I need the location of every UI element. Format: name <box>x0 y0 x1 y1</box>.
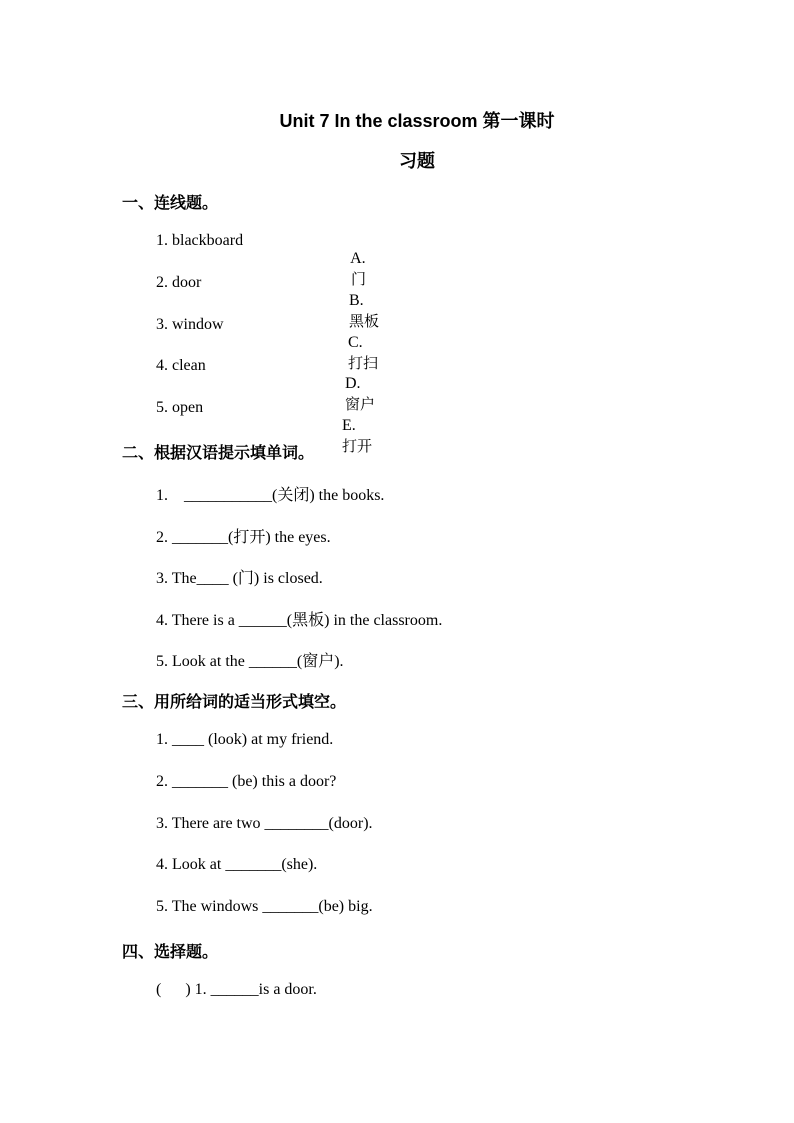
match-right-letter: C. <box>348 334 363 351</box>
match-right-item <box>334 399 372 456</box>
section-heading: 四、选择题。 <box>122 942 219 961</box>
page-title: Unit 7 In the classroom 第一课时 <box>279 111 555 131</box>
question-item: 5. The windows _______(be) big. <box>156 898 373 915</box>
match-right-letter: D. <box>345 375 361 392</box>
question-item: 4. There is a ______(黑板) in the classroom. <box>156 612 443 629</box>
question-item: 2. _______ (be) this a door? <box>156 773 337 790</box>
question-item: ( ) 1. ______is a door. <box>156 981 317 998</box>
question-item: 1. ____ (look) at my friend. <box>156 731 334 748</box>
match-right-letter: E. <box>342 417 356 434</box>
match-right-chinese: 黑板 <box>349 312 380 330</box>
section-heading: 三、用所给词的适当形式填空。 <box>122 692 347 711</box>
match-left-item: 2. door <box>156 274 202 291</box>
question-item: 5. Look at the ______(窗户). <box>156 653 344 670</box>
question-item: 1. ___________(关闭) the books. <box>156 487 385 504</box>
match-left-item: 1. blackboard <box>156 232 244 249</box>
question-item: 4. Look at _______(she). <box>156 856 318 873</box>
match-right-letter: B. <box>349 292 364 309</box>
question-item: 3. There are two ________(door). <box>156 815 373 832</box>
match-left-item: 5. open <box>156 399 204 416</box>
match-right-letter: A. <box>350 250 366 267</box>
match-right-chinese: 窗户 <box>345 395 376 413</box>
match-left-item: 4. clean <box>156 357 206 374</box>
match-right-chinese: 门 <box>351 270 367 288</box>
question-item: 3. The____ (门) is closed. <box>156 570 323 587</box>
section-heading: 一、连线题。 <box>122 193 219 212</box>
question-item: 2. _______(打开) the eyes. <box>156 529 331 546</box>
page-subtitle: 习题 <box>399 151 435 171</box>
section-heading: 二、根据汉语提示填单词。 <box>122 443 315 462</box>
match-right-chinese: 打扫 <box>348 354 379 372</box>
match-right-chinese: 打开 <box>342 437 373 455</box>
match-left-item: 3. window <box>156 316 224 333</box>
